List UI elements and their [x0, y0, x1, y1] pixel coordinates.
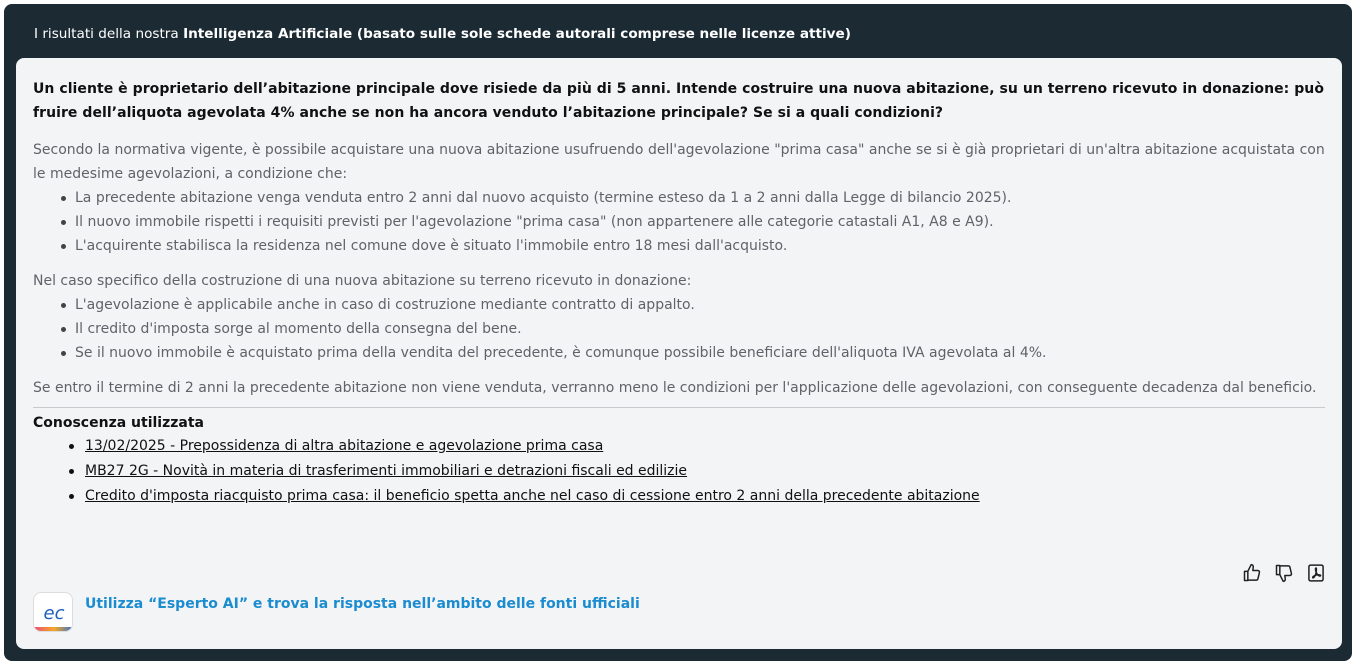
answer-intro: Secondo la normativa vigente, è possibile acquistare una nuova abitazione usufruendo dell'agevolazione "prima casa" anche se si è già proprietari di un'altra abitazione acquistata con le medesime agevolazioni, a condizione che: — [33, 142, 1325, 182]
header-title: Intelligenza Artificiale (basato sulle sole schede autorali comprese nelle licenze attive) — [183, 26, 851, 42]
answer-conclusion: Se entro il termine di 2 anni la precedente abitazione non viene venduta, verranno meno le condizioni per l'applicazione delle agevolazioni, con conseguente decadenza dal beneficio. — [33, 380, 1317, 396]
list-item: L'acquirente stabilisca la residenza nel comune dove è situato l'immobile entro 18 mesi dall'acquisto. — [75, 234, 1325, 258]
question-text: Un cliente è proprietario dell’abitazione principale dove risiede da più di 5 anni. Intende costruire una nuova abitazione, su un terreno ricevuto in donazione: può fruire dell’aliquota agevolata 4% anche se non ha ancora venduto l’abitazione principale? Se si a quali condizioni? — [33, 81, 1324, 121]
header-prefix: I risultati della nostra — [34, 26, 179, 42]
esperto-ai-logo — [33, 592, 73, 632]
conditions-list — [33, 186, 1325, 258]
divider — [33, 407, 1325, 408]
thumbs-up-icon[interactable] — [1240, 561, 1264, 585]
list-item — [85, 484, 1325, 509]
logo-text: ec — [43, 603, 65, 624]
specific-case-intro: Nel caso specifico della costruzione di una nuova abitazione su terreno ricevuto in donazione: — [33, 273, 692, 289]
feedback-actions — [1240, 561, 1328, 585]
list-item — [85, 459, 1325, 484]
list-item: L'agevolazione è applicabile anche in caso di costruzione mediante contratto di appalto. — [75, 293, 1325, 317]
knowledge-link[interactable]: 13/02/2025 - Prepossidenza di altra abitazione e agevolazione prima casa — [85, 438, 604, 454]
knowledge-title: Conoscenza utilizzata — [33, 415, 204, 431]
ai-results-panel — [4, 4, 1352, 661]
list-item: Il credito d'imposta sorge al momento della consegna del bene. — [75, 317, 1325, 341]
esperto-ai-promo — [33, 592, 640, 632]
thumbs-down-icon[interactable] — [1272, 561, 1296, 585]
specific-points-list — [33, 293, 1325, 365]
esperto-ai-link[interactable]: Utilizza “Esperto AI” e trova la risposta nell’ambito delle fonti ufficiali — [85, 596, 640, 612]
answer-card — [16, 58, 1342, 649]
list-item — [85, 434, 1325, 459]
panel-header — [4, 4, 1352, 58]
knowledge-link[interactable]: MB27 2G - Novità in materia di trasferimenti immobiliari e detrazioni fiscali ed edilizie — [85, 463, 688, 479]
knowledge-links — [33, 434, 1325, 509]
knowledge-link[interactable]: Credito d'imposta riacquisto prima casa: il beneficio spetta anche nel caso di cessione entro 2 anni della precedente abitazione — [85, 488, 980, 504]
list-item: La precedente abitazione venga venduta entro 2 anni dal nuovo acquisto (termine esteso da 1 a 2 anni dalla Legge di bilancio 2025). — [75, 186, 1325, 210]
list-item: Se il nuovo immobile è acquistato prima della vendita del precedente, è comunque possibile beneficiare dell'aliquota IVA agevolata al 4%. — [75, 341, 1325, 365]
list-item: Il nuovo immobile rispetti i requisiti previsti per l'agevolazione "prima casa" (non appartenere alle categorie catastali A1, A8 e A9). — [75, 210, 1325, 234]
answer-body — [33, 138, 1325, 400]
pdf-export-icon[interactable] — [1304, 561, 1328, 585]
knowledge-section — [33, 412, 1325, 509]
